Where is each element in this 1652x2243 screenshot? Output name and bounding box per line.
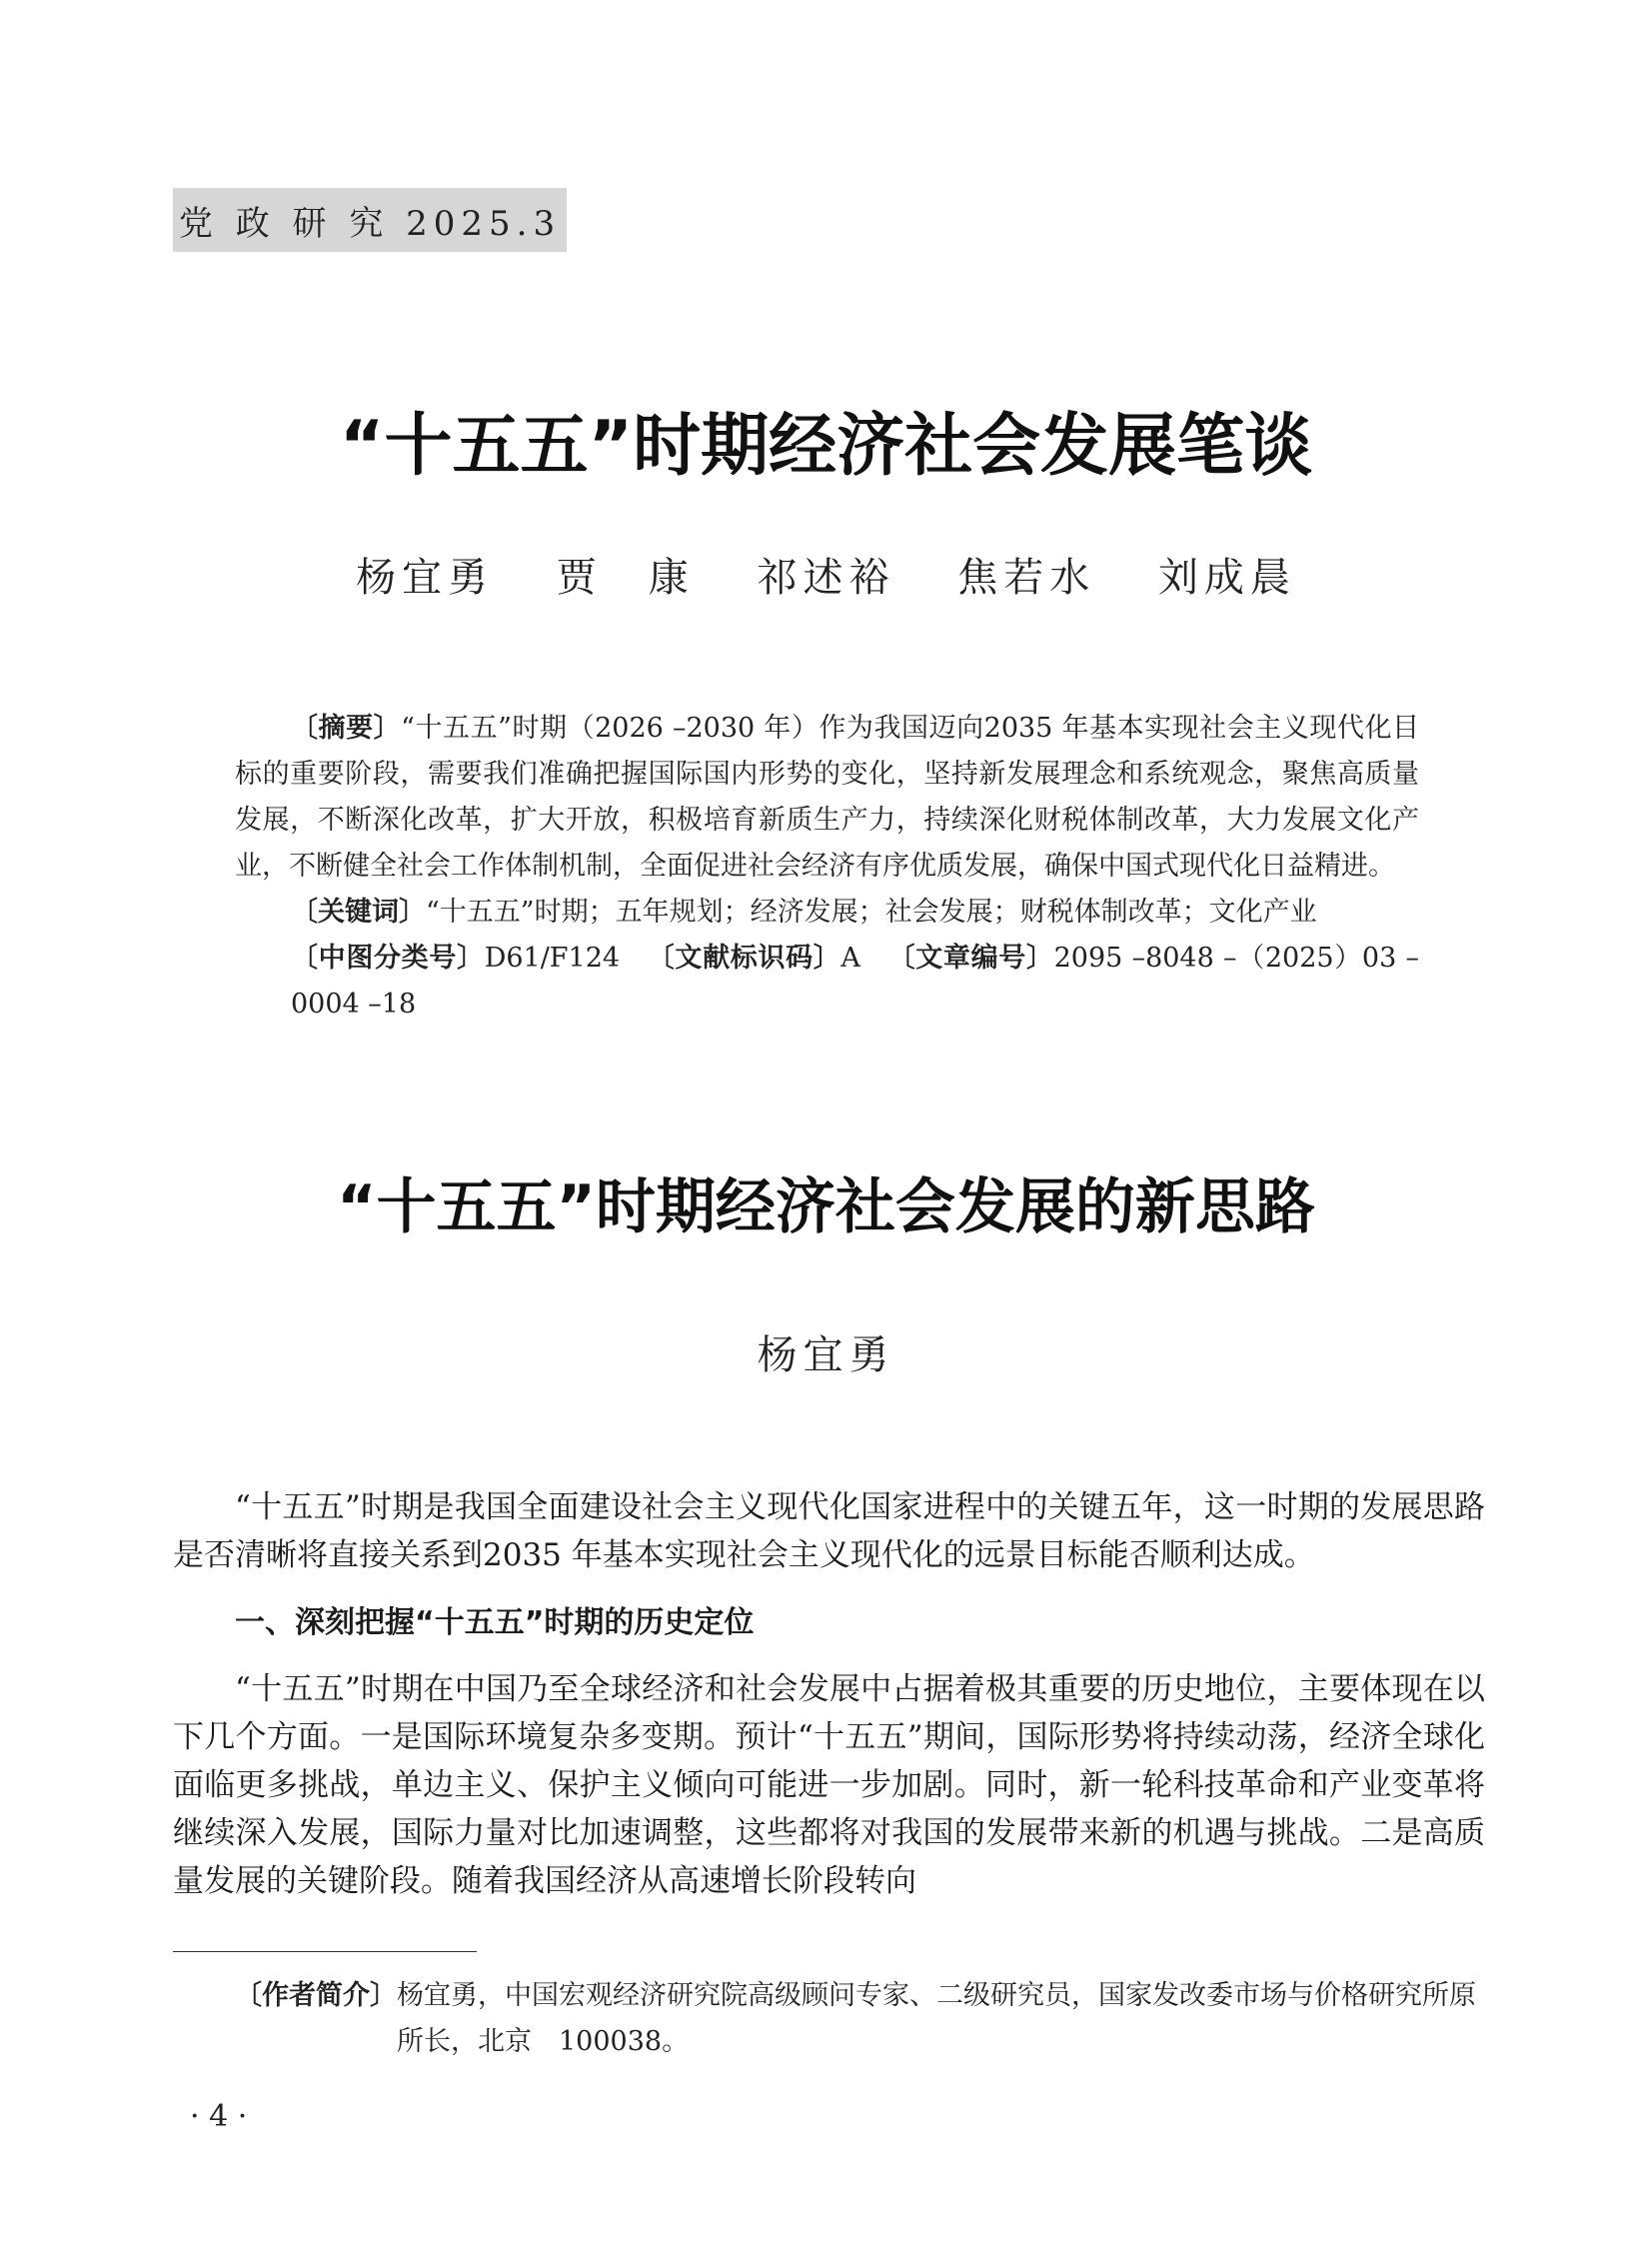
footnote-divider [173, 1951, 477, 1952]
author-footnote [235, 1973, 1484, 2065]
author-list [0, 546, 1652, 603]
article-body [173, 1483, 1485, 1905]
author-name: 祁述裕 [757, 555, 895, 601]
clc-value: D61/F124 [484, 943, 621, 974]
journal-tag: 党 政 研 究 2025.3 [173, 188, 567, 252]
main-title: “十五五”时期经济社会发展笔谈 [339, 407, 1313, 486]
abstract-label: 〔摘要〕 [291, 713, 402, 744]
doc-code-label: 〔文献标识码〕 [647, 943, 841, 974]
footnote-text: 杨宜勇，中国宏观经济研究院高级顾问专家、二级研究员，国家发改委市场与价格研究所原所长，北京 100038。 [397, 1980, 1476, 2057]
keywords-line [235, 890, 1419, 936]
clc-label: 〔中图分类号〕 [291, 943, 485, 974]
article-title: “十五五”时期经济社会发展的新思路 [337, 1172, 1315, 1242]
article-no-label: 〔文章编号〕 [886, 943, 1054, 974]
abstract-text: “十五五”时期（2026 –2030 年）作为我国迈向2035 年基本实现社会主义现代化目标的重要阶段，需要我们准确把握国际国内形势的变化，坚持新发展理念和系统观念，聚焦高质量发展，不断深化改革，扩大开放，积极培育新质生产力，持续深化财税体制改革，大力发展文化产业，不断健全社会工作体制机制，全面促进社会经济有序优质发展，确保中国式现代化日益精进。 [235, 713, 1419, 882]
footnote-label: 〔作者简介〕 [235, 1980, 397, 2011]
article-no-value: 2095 –8048 –（2025）03 –0004 –18 [291, 943, 1420, 1020]
abstract-paragraph [235, 706, 1419, 890]
abstract-block [235, 706, 1419, 1028]
author-name: 刘成晨 [1157, 555, 1296, 601]
body-paragraph: “十五五”时期在中国乃至全球经济和社会发展中占据着极其重要的历史地位，主要体现在以下几个方面。一是国际环境复杂多变期。预计“十五五”期间，国际形势将持续动荡，经济全球化面临更多挑战，单边主义、保护主义倾向可能进一步加剧。同时，新一轮科技革命和产业变革将继续深入发展，国际力量对比加速调整，这些都将对我国的发展带来新的机遇与挑战。二是高质量发展的关键阶段。随着我国经济从高速增长阶段转向 [173, 1671, 1485, 1899]
page-number: · 4 · [190, 2099, 248, 2134]
keywords-label: 〔关键词〕 [291, 897, 426, 928]
author-name: 贾 康 [556, 555, 695, 601]
classification-line [235, 936, 1419, 1028]
keywords-text: “十五五”时期；五年规划；经济发展；社会发展；财税体制改革；文化产业 [426, 897, 1317, 928]
body-paragraph: “十五五”时期是我国全面建设社会主义现代化国家进程中的关键五年，这一时期的发展思路是否清晰将直接关系到2035 年基本实现社会主义现代化的远景目标能否顺利达成。 [173, 1489, 1485, 1573]
author-name: 焦若水 [957, 555, 1096, 601]
doc-code-value: A [840, 943, 860, 974]
section-heading: 一、深刻把握“十五五”时期的历史定位 [235, 1605, 755, 1640]
article-author: 杨宜勇 [757, 1332, 895, 1378]
author-name: 杨宜勇 [356, 555, 495, 601]
